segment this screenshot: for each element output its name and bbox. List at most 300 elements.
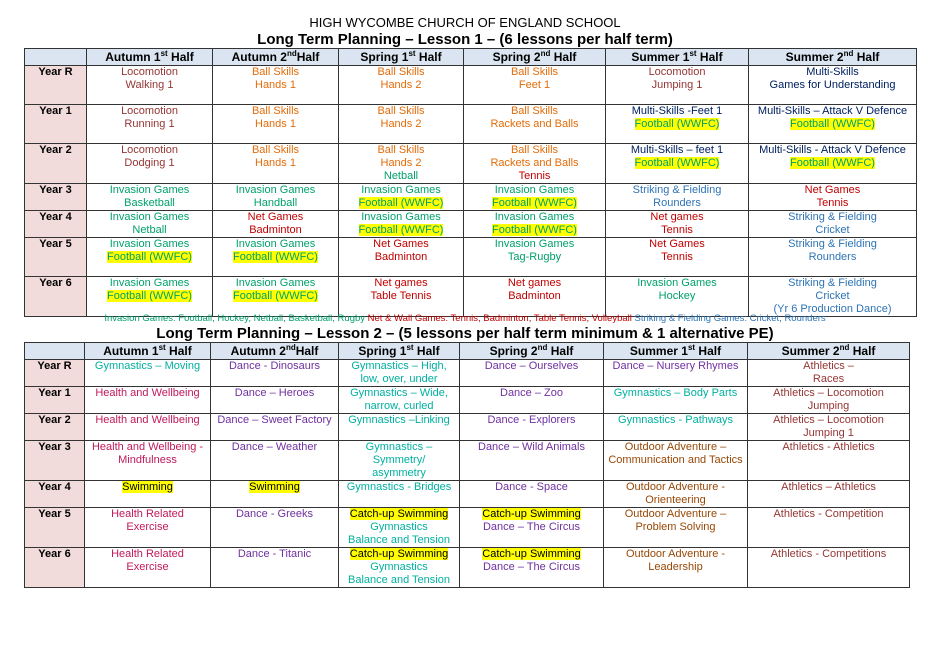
activity-text: Invasion Games — [235, 277, 316, 289]
table-row — [25, 105, 917, 144]
activity-cell — [213, 184, 339, 211]
activity-text: Games for Understanding — [769, 79, 896, 91]
activity-line — [212, 508, 337, 521]
activity-text: Hands 1 — [255, 118, 296, 130]
activity-line — [214, 118, 337, 131]
highlighted-activity: Swimming — [249, 481, 300, 493]
activity-line — [750, 211, 915, 224]
activity-text: Net games — [507, 277, 562, 289]
activity-text: Invasion Games — [494, 238, 575, 250]
activity-line — [461, 360, 602, 373]
activity-line — [340, 548, 458, 561]
activity-line — [88, 251, 211, 264]
column-header — [460, 343, 604, 360]
activity-text: Invasion Games — [235, 238, 316, 250]
activity-line — [88, 66, 211, 79]
activity-line — [214, 105, 337, 118]
lesson1-table — [24, 48, 917, 317]
activity-line — [749, 360, 908, 373]
activity-line — [214, 184, 337, 197]
highlighted-activity: Football (WWFC) — [492, 197, 577, 209]
activity-text: Tennis — [661, 251, 693, 263]
activity-cell — [211, 481, 339, 508]
activity-cell — [606, 66, 749, 105]
table-row — [25, 360, 910, 387]
activity-text: Outdoor Adventure – — [624, 508, 727, 520]
activity-line — [607, 224, 747, 237]
activity-cell — [464, 238, 606, 277]
activity-line — [340, 441, 458, 454]
activity-line — [340, 184, 462, 197]
activity-line — [465, 66, 604, 79]
activity-text: Jumping — [807, 400, 850, 412]
activity-line — [340, 521, 458, 534]
activity-cell — [339, 387, 460, 414]
table-row — [25, 387, 910, 414]
activity-line — [340, 454, 458, 467]
activity-cell — [749, 211, 917, 238]
activity-text: Multi-Skills - Attack V Defence — [759, 144, 906, 156]
activity-line — [340, 360, 458, 373]
activity-text: Invasion Games — [361, 184, 441, 196]
activity-cell — [748, 387, 910, 414]
activity-line — [340, 105, 462, 118]
highlighted-activity: Football (WWFC) — [492, 224, 577, 236]
activity-text: Invasion Games — [109, 238, 190, 250]
activity-cell — [339, 508, 460, 548]
activity-line — [88, 238, 211, 251]
column-header-ordinal: nd — [839, 342, 850, 352]
column-header-half: Half — [165, 343, 192, 358]
activity-cell — [749, 277, 917, 317]
activity-text: Multi-Skills – feet 1 — [630, 144, 724, 156]
activity-line — [340, 290, 462, 303]
activity-cell — [464, 184, 606, 211]
activity-text: Walking 1 — [125, 79, 174, 91]
activity-line — [340, 238, 462, 251]
activity-line — [340, 79, 462, 92]
activity-cell — [339, 105, 464, 144]
activity-text: Net Games — [804, 184, 861, 196]
activity-cell — [85, 414, 211, 441]
activity-cell — [87, 277, 213, 317]
activity-text: Ball Skills — [251, 105, 300, 117]
column-header-term: Spring 2 — [489, 343, 538, 358]
activity-line — [461, 561, 602, 574]
column-header-half: Half — [695, 343, 722, 358]
activity-cell — [211, 548, 339, 588]
games-legend — [0, 313, 930, 324]
activity-text: Jumping 1 — [803, 427, 854, 439]
activity-cell — [85, 508, 211, 548]
table-row — [25, 211, 917, 238]
year-label: Year 6 — [25, 277, 87, 317]
activity-line — [212, 548, 337, 561]
highlighted-activity: Football (WWFC) — [790, 118, 875, 130]
activity-line — [607, 144, 747, 157]
activity-text: Locomotion — [648, 66, 706, 78]
column-header — [85, 343, 211, 360]
activity-line — [340, 251, 462, 264]
column-header-term: Summer 2 — [785, 49, 844, 64]
activity-cell — [213, 211, 339, 238]
activity-cell — [339, 144, 464, 184]
activity-cell — [748, 414, 910, 441]
activity-cell — [85, 441, 211, 481]
activity-cell — [460, 508, 604, 548]
activity-text: Badminton — [374, 251, 428, 263]
activity-line — [461, 508, 602, 521]
activity-line — [750, 66, 915, 79]
activity-cell — [604, 414, 748, 441]
activity-line — [212, 387, 337, 400]
activity-line — [340, 144, 462, 157]
activity-text: Net Games — [247, 211, 304, 223]
activity-text: Locomotion — [121, 66, 178, 78]
activity-cell — [213, 238, 339, 277]
activity-line — [340, 224, 462, 237]
activity-text: Rackets and Balls — [490, 118, 579, 130]
activity-line — [607, 197, 747, 210]
activity-line — [214, 157, 337, 170]
highlighted-activity: Catch-up Swimming — [482, 508, 581, 520]
activity-text: Gymnastics –Linking — [348, 414, 450, 426]
column-header — [748, 343, 910, 360]
activity-line — [340, 387, 458, 400]
year-label: Year 5 — [25, 508, 85, 548]
table-row — [25, 414, 910, 441]
activity-cell — [339, 238, 464, 277]
activity-line — [88, 79, 211, 92]
activity-text: Health and Wellbeing — [95, 387, 200, 399]
activity-line — [461, 548, 602, 561]
activity-cell — [464, 144, 606, 184]
highlighted-activity: Football (WWFC) — [358, 224, 444, 236]
activity-text: Dance – The Circus — [482, 561, 580, 573]
activity-line — [214, 79, 337, 92]
activity-line — [465, 290, 604, 303]
highlighted-activity: Football (WWFC) — [634, 118, 720, 130]
activity-line — [605, 561, 746, 574]
activity-cell — [749, 238, 917, 277]
activity-cell — [87, 144, 213, 184]
activity-cell — [85, 387, 211, 414]
activity-text: Tennis — [661, 224, 693, 236]
activity-line — [607, 211, 747, 224]
activity-text: Outdoor Adventure – — [624, 441, 727, 453]
activity-text: Dance - Greeks — [235, 508, 314, 520]
column-header-ordinal: st — [408, 48, 416, 58]
activity-line — [607, 290, 747, 303]
activity-line — [749, 400, 908, 413]
activity-text: Dance – Weather — [231, 441, 318, 453]
column-header-half: Half — [415, 49, 442, 64]
activity-line — [605, 481, 746, 494]
column-header-term: Autumn 1 — [105, 49, 161, 64]
activity-line — [461, 414, 602, 427]
activity-line — [212, 441, 337, 454]
year-label: Year 1 — [25, 387, 85, 414]
activity-line — [749, 548, 908, 561]
column-header-half: Half — [550, 49, 577, 64]
activity-line — [605, 454, 746, 467]
activity-cell — [748, 360, 910, 387]
activity-line — [605, 414, 746, 427]
activity-line — [749, 427, 908, 440]
activity-line — [340, 574, 458, 587]
year-label: Year 4 — [25, 481, 85, 508]
activity-cell — [460, 414, 604, 441]
activity-text: Rounders — [653, 197, 701, 209]
activity-line — [465, 170, 604, 183]
activity-cell — [748, 481, 910, 508]
activity-text: Netball — [383, 170, 419, 182]
activity-cell — [211, 360, 339, 387]
activity-cell — [87, 105, 213, 144]
activity-text: Gymnastics – Wide, — [350, 387, 448, 399]
activity-text: Exercise — [126, 521, 169, 533]
activity-line — [340, 481, 458, 494]
column-header — [339, 49, 464, 66]
activity-line — [607, 157, 747, 170]
highlighted-activity: Football (WWFC) — [233, 290, 318, 302]
header-corner — [25, 49, 87, 66]
activity-line — [750, 238, 915, 251]
column-header-half: Half — [167, 49, 194, 64]
activity-text: Athletics – Locomotion — [773, 387, 884, 399]
activity-line — [340, 197, 462, 210]
activity-line — [607, 238, 747, 251]
highlighted-activity: Catch-up Swimming — [482, 548, 581, 560]
activity-line — [214, 224, 337, 237]
column-header-ordinal: nd — [537, 342, 548, 352]
activity-text: Multi-Skills – Attack V Defence — [757, 105, 908, 117]
activity-text: Ball Skills — [377, 66, 425, 78]
column-header — [464, 49, 606, 66]
activity-cell — [460, 360, 604, 387]
column-header-half: Half — [413, 343, 440, 358]
activity-text: Gymnastics - Bridges — [346, 481, 452, 493]
column-header — [749, 49, 917, 66]
activity-line — [214, 144, 337, 157]
year-label: Year 2 — [25, 144, 87, 184]
activity-cell — [748, 441, 910, 481]
activity-cell — [85, 481, 211, 508]
activity-cell — [604, 508, 748, 548]
year-label: Year R — [25, 360, 85, 387]
lesson1-header-row — [25, 49, 917, 66]
activity-line — [461, 387, 602, 400]
activity-text: Invasion Games — [109, 184, 190, 196]
activity-text: Rackets and Balls — [490, 157, 579, 169]
column-header-half: Half — [853, 49, 880, 64]
table-row — [25, 508, 910, 548]
activity-line — [340, 467, 458, 480]
activity-line — [340, 508, 458, 521]
activity-line — [749, 414, 908, 427]
activity-cell — [339, 211, 464, 238]
activity-text: Net Games — [649, 238, 705, 250]
activity-cell — [339, 360, 460, 387]
activity-line — [605, 521, 746, 534]
activity-line — [750, 79, 915, 92]
activity-line — [465, 224, 604, 237]
activity-text: Locomotion — [121, 144, 178, 156]
activity-line — [749, 387, 908, 400]
activity-text: Athletics – — [803, 360, 854, 372]
activity-line — [465, 211, 604, 224]
activity-line — [605, 360, 746, 373]
activity-line — [88, 105, 211, 118]
activity-line — [340, 157, 462, 170]
activity-line — [607, 184, 747, 197]
year-label: Year 5 — [25, 238, 87, 277]
activity-line — [214, 277, 337, 290]
activity-line — [461, 481, 602, 494]
activity-text: Dance – Nursery Rhymes — [612, 360, 739, 372]
activity-line — [750, 118, 915, 131]
column-header-ordinal: st — [406, 342, 414, 352]
activity-line — [607, 251, 747, 264]
activity-line — [340, 400, 458, 413]
activity-cell — [213, 105, 339, 144]
activity-line — [465, 197, 604, 210]
activity-line — [605, 508, 746, 521]
lesson2-header-row — [25, 343, 910, 360]
activity-line — [86, 414, 209, 427]
highlighted-activity: Football (WWFC) — [107, 251, 192, 263]
year-label: Year 1 — [25, 105, 87, 144]
highlighted-activity: Football (WWFC) — [358, 197, 444, 209]
activity-cell — [339, 277, 464, 317]
activity-line — [212, 414, 337, 427]
activity-text: low, over, under — [360, 373, 438, 385]
activity-text: Net games — [374, 277, 428, 289]
activity-cell — [460, 481, 604, 508]
activity-text: Hands 2 — [380, 157, 422, 169]
column-header — [339, 343, 460, 360]
activity-text: Health Related — [111, 548, 184, 560]
activity-line — [88, 144, 211, 157]
activity-line — [750, 197, 915, 210]
activity-line — [749, 441, 908, 454]
activity-text: narrow, curled — [364, 400, 434, 412]
activity-line — [340, 170, 462, 183]
activity-line — [88, 277, 211, 290]
year-label: Year R — [25, 66, 87, 105]
activity-line — [607, 79, 747, 92]
column-header — [87, 49, 213, 66]
column-header-term: Summer 1 — [631, 49, 690, 64]
activity-text: Striking & Fielding — [632, 184, 722, 196]
highlighted-activity: Football (WWFC) — [634, 157, 720, 169]
activity-text: Orienteering — [645, 494, 706, 506]
activity-text: (Yr 6 Production Dance) — [773, 303, 892, 315]
activity-cell — [339, 66, 464, 105]
activity-cell — [211, 508, 339, 548]
highlighted-activity: Catch-up Swimming — [349, 548, 449, 560]
activity-line — [88, 290, 211, 303]
header-corner — [25, 343, 85, 360]
activity-text: Hockey — [658, 290, 696, 302]
lesson1-title: Long Term Planning – Lesson 1 – (6 lessons per half term) — [257, 31, 673, 48]
activity-line — [214, 290, 337, 303]
legend-invasion: Invasion Games: Football, Hockey, Netball, Basketball, Rugby — [104, 313, 366, 324]
activity-line — [465, 79, 604, 92]
year-label: Year 3 — [25, 184, 87, 211]
column-header-half: Half — [295, 343, 319, 358]
activity-text: Tag-Rugby — [507, 251, 562, 263]
column-header-term: Spring 1 — [358, 343, 407, 358]
activity-text: Badminton — [508, 290, 561, 302]
activity-cell — [87, 238, 213, 277]
activity-cell — [464, 211, 606, 238]
activity-line — [88, 157, 211, 170]
column-header — [604, 343, 748, 360]
activity-line — [212, 360, 337, 373]
column-header-term: Autumn 2 — [231, 49, 287, 64]
column-header-term: Autumn 2 — [230, 343, 286, 358]
activity-text: Locomotion — [121, 105, 178, 117]
activity-text: Ball Skills — [251, 66, 300, 78]
activity-line — [86, 360, 209, 373]
activity-cell — [460, 548, 604, 588]
activity-line — [607, 105, 747, 118]
column-header-term: Autumn 1 — [103, 343, 159, 358]
year-label: Year 2 — [25, 414, 85, 441]
activity-text: Ball Skills — [377, 105, 425, 117]
activity-text: Gymnastics – — [365, 441, 433, 453]
column-header-ordinal: nd — [540, 48, 551, 58]
activity-text: asymmetry — [372, 467, 426, 479]
activity-line — [465, 118, 604, 131]
activity-text: Exercise — [126, 561, 169, 573]
activity-text: Badminton — [249, 224, 302, 236]
column-header-ordinal: st — [689, 48, 697, 58]
activity-text: Health and Wellbeing — [95, 414, 200, 426]
activity-text: Feet 1 — [518, 79, 551, 91]
activity-cell — [749, 105, 917, 144]
activity-cell — [606, 184, 749, 211]
activity-line — [465, 184, 604, 197]
activity-line — [86, 454, 209, 467]
activity-text: Tennis — [518, 170, 551, 182]
table-row — [25, 548, 910, 588]
activity-text: Dance - Titanic — [237, 548, 312, 560]
activity-text: Netball — [132, 224, 167, 236]
activity-text: Gymnastics – High, — [351, 360, 447, 372]
activity-text: Ball Skills — [251, 144, 300, 156]
activity-text: Athletics – Locomotion — [773, 414, 884, 426]
activity-line — [340, 211, 462, 224]
highlighted-activity: Football (WWFC) — [107, 290, 192, 302]
activity-line — [465, 157, 604, 170]
activity-cell — [339, 548, 460, 588]
activity-text: Balance and Tension — [348, 574, 450, 586]
activity-text: Mindfulness — [118, 454, 177, 466]
column-header-term: Summer 1 — [629, 343, 688, 358]
activity-line — [749, 508, 908, 521]
activity-line — [214, 238, 337, 251]
activity-text: Multi-Skills — [806, 66, 859, 78]
activity-line — [605, 548, 746, 561]
activity-text: Outdoor Adventure - — [625, 548, 726, 560]
activity-cell — [460, 387, 604, 414]
activity-cell — [604, 441, 748, 481]
activity-text: Tennis — [816, 197, 849, 209]
column-header — [213, 49, 339, 66]
activity-text: Running 1 — [124, 118, 175, 130]
